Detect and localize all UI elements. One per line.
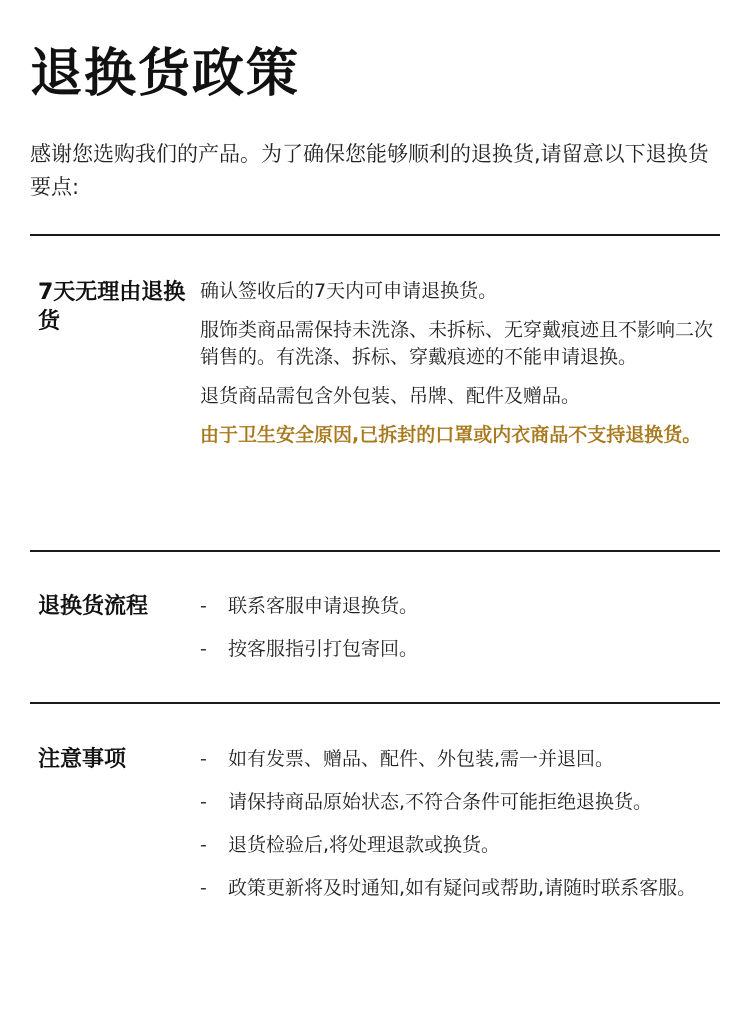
list-item-text: 退货检验后,将处理退款或换货。	[228, 834, 501, 856]
divider	[30, 550, 720, 552]
paragraph: 确认签收后的7天内可申请退换货。	[200, 280, 498, 302]
list-item	[200, 874, 715, 902]
list-item	[200, 788, 715, 816]
bullet-marker: -	[200, 877, 207, 899]
bullet-marker: -	[200, 834, 207, 856]
paragraph: 服饰类商品需保持未洗涤、未拆标、无穿戴痕迹且不影响二次销售的。有洗涤、拆标、穿戴痕迹的不能申请退换。	[200, 319, 714, 368]
list-item	[200, 635, 715, 663]
section-body	[200, 592, 715, 678]
list-item-text: 如有发票、赠品、配件、外包装,需一并退回。	[228, 748, 615, 770]
list-item-text: 请保持商品原始状态,不符合条件可能拒绝退换货。	[228, 791, 653, 813]
list-item	[200, 831, 715, 859]
bullet-marker: -	[200, 638, 207, 660]
list-item	[200, 592, 715, 620]
divider	[30, 702, 720, 704]
intro-text: 感谢您选购我们的产品。为了确保您能够顺利的退换货,请留意以下退换货要点:	[30, 142, 709, 199]
list-item-text: 联系客服申请退换货。	[228, 595, 419, 617]
divider	[30, 234, 720, 236]
section-title: 退换货流程	[38, 594, 149, 619]
page-title: 退换货政策	[30, 44, 301, 104]
list-item-text: 政策更新将及时通知,如有疑问或帮助,请随时联系客服。	[228, 877, 697, 899]
bullet-marker: -	[200, 748, 207, 770]
bullet-marker: -	[200, 595, 207, 617]
list-item	[200, 745, 715, 773]
bullet-marker: -	[200, 791, 207, 813]
section-title: 7天无理由退换货	[38, 280, 186, 334]
section-title: 注意事项	[38, 747, 127, 772]
highlight-notice: 由于卫生安全原因,已拆封的口罩或内衣商品不支持退换货。	[200, 424, 702, 446]
section-body	[200, 745, 715, 917]
paragraph: 退货商品需包含外包装、吊牌、配件及赠品。	[200, 385, 581, 407]
list-item-text: 按客服指引打包寄回。	[228, 638, 419, 660]
section-body	[200, 278, 715, 461]
